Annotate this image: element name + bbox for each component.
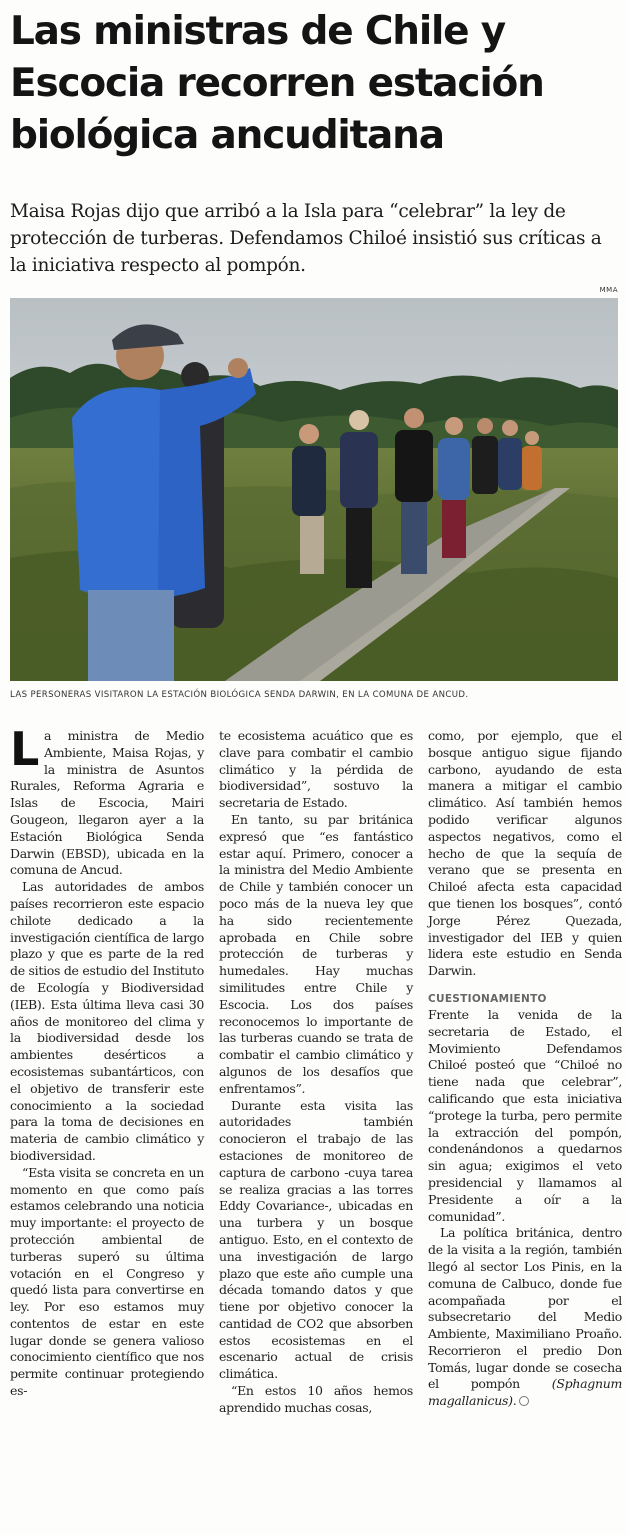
paragraph: “En estos 10 años hemos aprendido muchas cosas, [219,1383,413,1415]
paragraph: te ecosistema acuático que es clave para combatir el cambio climático y la pérdida de biodiversidad”, sostuvo la secretaria de Estado. [219,728,413,811]
paragraph: “Esta visita se concreta en un momento en que como país estamos celebrando una noticia muy importante: el proyecto de protección ambiental de turberas superó su última votación en el Congreso y quedó lista para convertirse en ley. Por eso estamos muy contentos de estar en este lugar donde se genera valioso conocimiento científico que nos permite continuar protegiendo es- [10,1164,204,1399]
species-name: (Sphagnum magallanicus). [428,1376,622,1409]
paragraph: Las autoridades de ambos países recorrieron este espacio chilote dedicado a la investigación científica de largo plazo y que es parte de la red de sitios de estudio del Instituto de Ecología y Biodiversidad (IEB). Esta última lleva casi 30 años de monitoreo del clima y la biodiversidad desde los ambientes desérticos a ecosistemas subantárticos, con el objetivo de transferir este conocimiento a la sociedad para la toma de decisiones en materia de cambio climático y biodiversidad. [10,879,204,1163]
photo-illustration [10,298,618,681]
subtitle: Maisa Rojas dijo que arribó a la Isla para “celebrar” la ley de protección de turberas. Defendamos Chiloé insistió sus críticas a la iniciativa respecto al pompón. [10,201,602,276]
paragraph [10,722,204,879]
photo-credit: MMA [599,286,618,294]
headline: Las ministras de Chile y Escocia recorren estación biológica ancuditana [10,9,544,158]
paragraph: como, por ejemplo, que el bosque antiguo sigue fijando carbono, ayudando de esta manera a mitigar el cambio climático. Así también hemos podido verificar algunos aspectos negativos, como el hecho de que la sequía de verano que se presenta en Chiloé afecta esta capacidad que tienen los bosques”, contó Jorge Pérez Quezada, investigador del IEB y quien lidera este estudio en Senda Darwin. [428,728,622,979]
article-body [10,722,622,1528]
paragraph-text: La política británica, dentro de la visita a la región, también llegó al sector Los Pinis, en la comuna de Calbuco, donde fue acompañada por el subsecretario del Medio Ambiente, Maximiliano Proaño. Recorrieron el predio Don Tomás, lugar donde se cosecha el pompón [428,1225,622,1392]
paragraph-text: a ministra de Medio Ambiente, Maisa Rojas, y la ministra de Asuntos Rurales, Reforma Agraria e Islas de Escocia, Mairi Gougeon, llegaron ayer a la Estación Biológica Senda Darwin (EBSD), ubicada en la comuna de Ancud. [10,728,204,878]
photo-caption: LAS PERSONERAS VISITARON LA ESTACIÓN BIOLÓGICA SENDA DARWIN, EN LA COMUNA DE ANCUD. [10,690,469,700]
paragraph: Frente la venida de la secretaria de Estado, el Movimiento Defendamos Chiloé posteó que “Chiloé no tiene nada que celebrar”, calificando que esta iniciativa “protege la turba, pero permite la extracción del pompón, condenándonos a quedarnos sin agua; exigimos el veto presidencial y llamamos al Presidente a oír a la comunidad”. [428,1006,622,1224]
dropcap: L [10,722,40,776]
section-heading: CUESTIONAMIENTO [428,992,547,1005]
paragraph: Durante esta visita las autoridades también conocieron el trabajo de las estaciones de monitoreo de captura de carbono -cuya tarea se realiza gracias a las torres Eddy Covariance-, ubicadas en una turbera y un bosque antiguo. Esto, en el contexto de una investigación de largo plazo que este año cumple una década tomando datos y que tiene por objetivo conocer la cantidad de CO2 que absorben estos ecosistemas en el escenario actual de crisis climática. [219,1097,413,1382]
article-photo [10,298,618,681]
paragraph [428,1225,622,1410]
column-2 [219,728,413,1528]
end-of-article-icon [519,1396,529,1406]
paragraph: En tanto, su par británica expresó que “es fantástico estar aquí. Primero, conocer a la ministra del Medio Ambiente de Chile y también conocer un poco más de la nueva ley que ha sido recientemente aprobada en Chile sobre protección de turberas y humedales. Hay muchas similitudes entre Chile y Escocia. Los dos países reconocemos lo importante de las turberas cuando se trata de combatir el cambio climático y algunos de los desafíos que enfrentamos”. [219,811,413,1096]
column-1 [10,722,204,1528]
column-3 [428,728,622,1528]
